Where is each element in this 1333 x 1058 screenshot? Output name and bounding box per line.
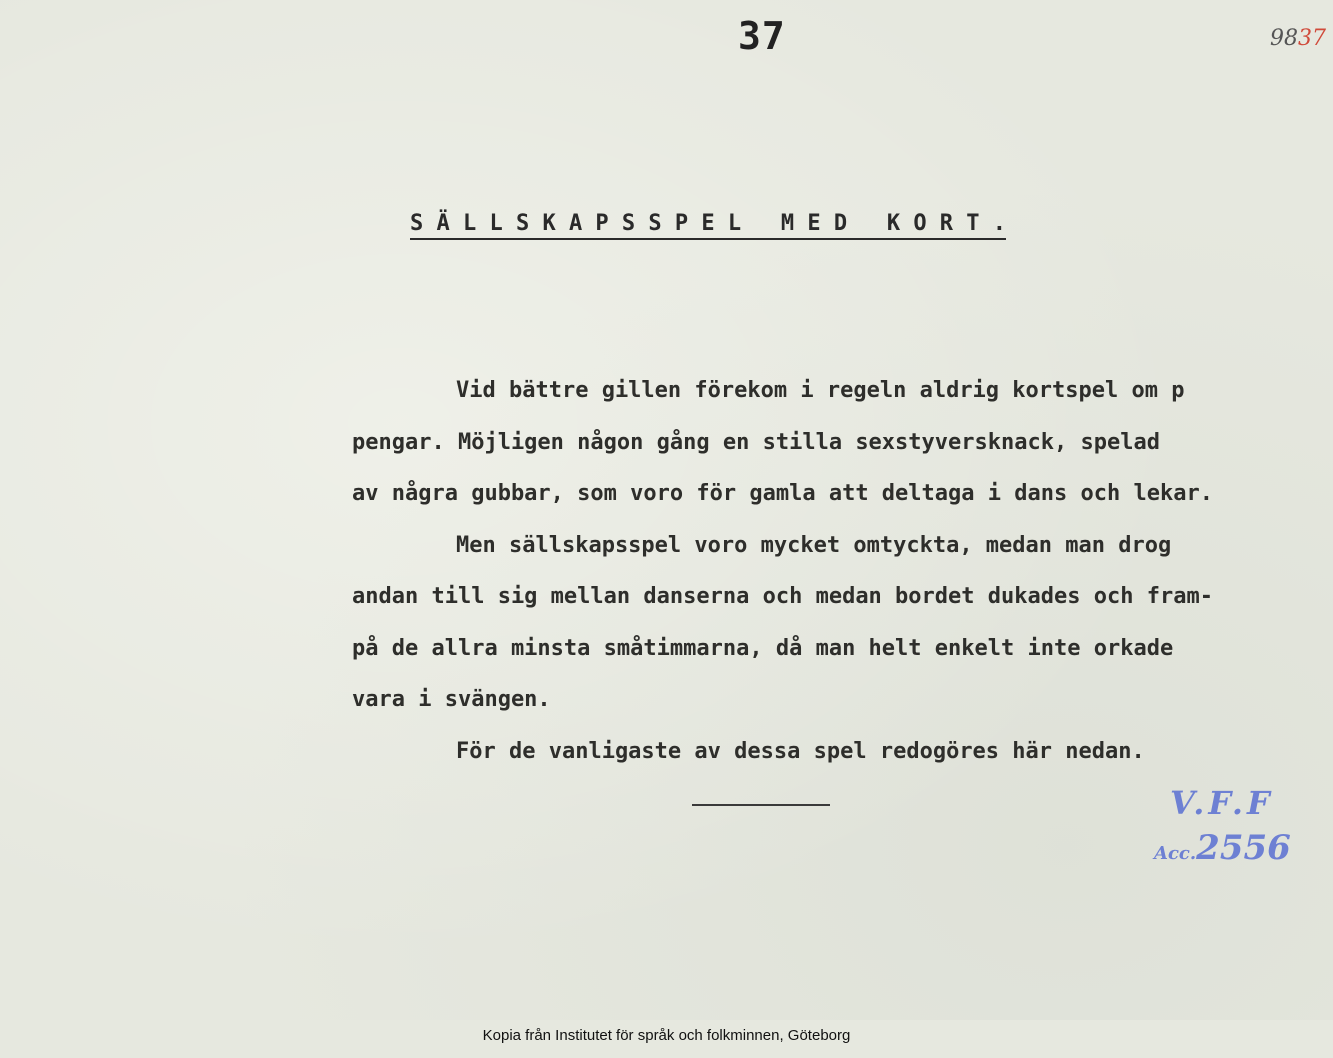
paragraph-3-line-1: För de vanligaste av dessa spel redogöres här nedan. — [456, 738, 1145, 764]
archive-number — [1270, 26, 1326, 51]
paragraph-2-line-1: Men sällskapsspel voro mycket omtyckta, medan man drog — [456, 532, 1172, 558]
archive-stamp — [1150, 784, 1315, 884]
stamp-line-1: V.F.F — [1170, 784, 1274, 822]
section-divider — [692, 804, 830, 806]
paragraph-1-line-2: pengar. Möjligen någon gång en stilla sexstyversknack, spelad — [352, 429, 1160, 455]
footer-credit: Kopia från Institutet för språk och folkminnen, Göteborg — [482, 1027, 851, 1044]
stamp-acc-prefix: Acc. — [1154, 843, 1197, 864]
paragraph-2-line-4: vara i svängen. — [352, 687, 551, 712]
stamp-line-2 — [1154, 828, 1291, 868]
paragraph-2-line-2: andan till sig mellan danserna och medan bordet dukades och fram- — [352, 584, 1213, 609]
body-text — [352, 365, 1327, 777]
page-number: 37 — [738, 14, 786, 58]
document-heading — [410, 211, 1006, 236]
paragraph-1-line-1: Vid bättre gillen förekom i regeln aldrig kortspel om p — [456, 378, 1185, 403]
heading-text: S Ä L L S K A P S S P E L M E D K O R T . — [410, 211, 1006, 240]
archive-number-suffix: 37 — [1298, 26, 1326, 51]
archive-number-prefix: 98 — [1270, 26, 1298, 51]
paragraph-2-line-3: på de allra minsta småtimmarna, då man helt enkelt inte orkade — [352, 635, 1174, 661]
stamp-acc-number: 2556 — [1196, 828, 1291, 868]
paragraph-1-line-3: av några gubbar, som voro för gamla att deltaga i dans och lekar. — [352, 481, 1213, 506]
